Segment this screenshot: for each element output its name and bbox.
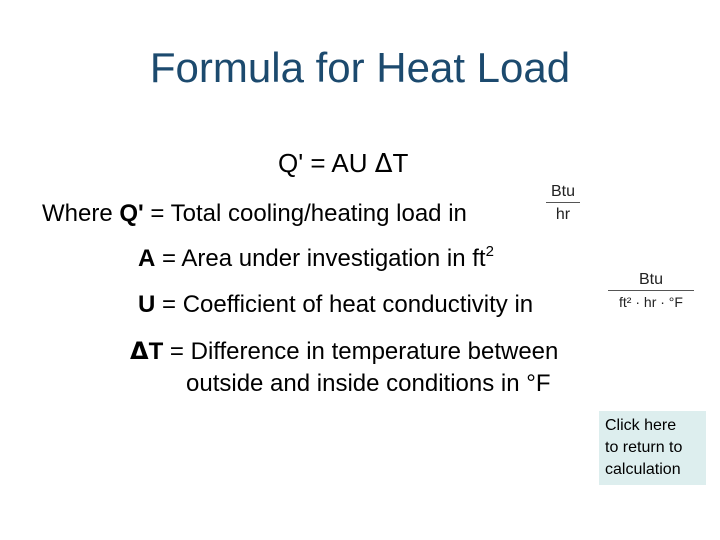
u-unit-numerator: Btu <box>638 271 663 288</box>
u-symbol: U <box>138 291 156 318</box>
q-definition: = Total cooling/heating load in <box>150 200 467 227</box>
a-definition: = Area under investigation in ft <box>162 245 486 272</box>
return-link-line1: Click here <box>605 417 677 434</box>
return-link-line2: to return to <box>605 439 683 456</box>
delta-symbol: Δ <box>130 337 149 365</box>
page-title: Formula for Heat Load <box>149 44 571 91</box>
delta-symbol: Δ <box>374 149 393 179</box>
formula-text: Q' = AU <box>278 148 368 178</box>
heat-load-formula <box>278 146 408 181</box>
definition-q <box>42 199 467 229</box>
u-definition: = Coefficient of heat conductivity in <box>162 291 534 318</box>
q-symbol: Q' <box>119 200 144 227</box>
definition-a <box>138 244 494 274</box>
u-unit-fraction <box>608 270 694 312</box>
formula-t: T <box>392 148 409 178</box>
return-to-calculation-link[interactable] <box>599 411 706 485</box>
u-unit-denominator: ft² · hr · °F <box>619 294 683 310</box>
return-link-line3: calculation <box>605 461 681 478</box>
q-unit-numerator: Btu <box>550 183 575 200</box>
a-symbol: A <box>138 245 156 272</box>
t-symbol: T <box>148 338 164 365</box>
q-unit-denominator: hr <box>555 206 571 223</box>
fraction-bar <box>546 202 580 203</box>
q-unit-fraction <box>546 182 580 224</box>
where-label: Where <box>42 200 113 227</box>
definition-u <box>138 290 533 320</box>
definition-delta-t-continuation: outside and inside conditions in °F <box>186 370 551 397</box>
fraction-bar <box>608 290 694 291</box>
delta-t-definition: = Difference in temperature between <box>169 338 559 365</box>
a-exponent: 2 <box>485 243 494 260</box>
definition-delta-t <box>130 336 558 367</box>
